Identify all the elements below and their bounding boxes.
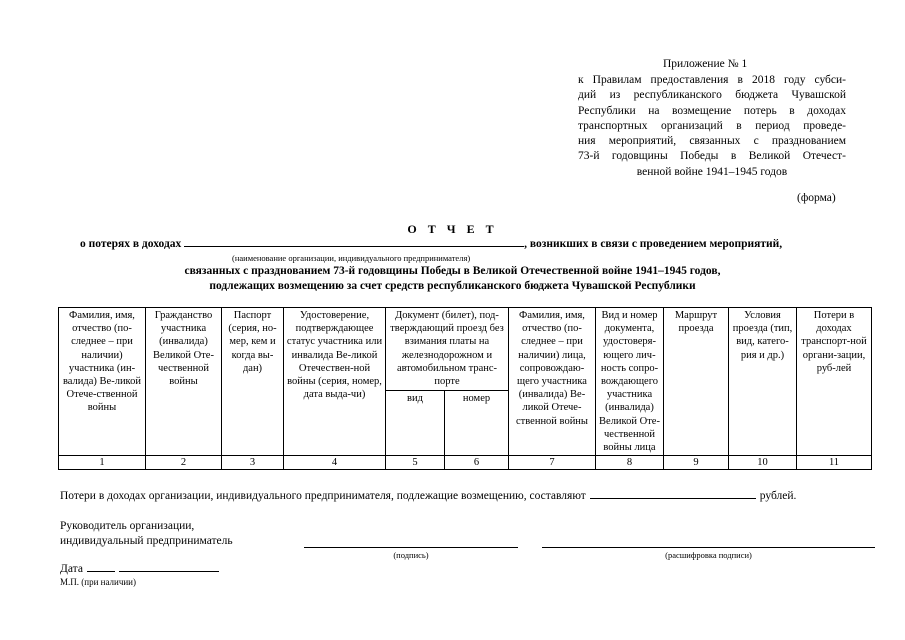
column-header: Удостоверение, подтверждающее статус участника или инвалида Ве-ликой Отечествен-ной войны (серия, номер, дата выда-чи) (284, 308, 386, 456)
column-header: Потери в доходах транспорт-ной органи-зации, руб-лей (797, 308, 872, 456)
column-number: 6 (445, 456, 509, 470)
column-number: 2 (146, 456, 222, 470)
report-line1-end: , возникших в связи с проведением мероприятий, (524, 238, 783, 250)
appendix-line: транспортных организаций в период проведе- (578, 119, 846, 132)
loss-unit: рублей. (759, 490, 797, 502)
stamp-label: М.П. (при наличии) (60, 577, 136, 587)
date-month-field[interactable] (119, 563, 219, 572)
appendix-line: Республики на возмещение потерь в доходах (578, 104, 846, 117)
appendix-line: ния мероприятий, связанных с празднованием (578, 135, 846, 148)
signature-field[interactable] (304, 547, 518, 548)
column-header: Условия проезда (тип, вид, катего-рия и др.) (729, 308, 797, 456)
head-label-line1: Руководитель организации, (60, 520, 195, 532)
report-title: О Т Ч Е Т (407, 222, 498, 236)
column-number: 11 (797, 456, 872, 470)
column-number: 4 (284, 456, 386, 470)
form-label: (форма) (797, 192, 836, 204)
organization-name-field[interactable] (184, 237, 524, 247)
column-number: 7 (509, 456, 596, 470)
column-number: 1 (59, 456, 146, 470)
report-line3: подлежащих возмещению за счет средств республиканского бюджета Чувашской Республики (209, 280, 696, 292)
report-table (58, 307, 872, 470)
report-line1 (80, 237, 782, 250)
column-header: Документ (билет), под-тверждающий проезд без взимания платы на железнодорожном и автомобильном транс-порте (386, 308, 509, 391)
column-number: 10 (729, 456, 797, 470)
appendix-line: венной войне 1941–1945 годов (636, 165, 788, 178)
column-header: Паспорт (серия, но-мер, кем и когда вы-дан) (222, 308, 284, 456)
appendix-text (578, 73, 846, 180)
column-header: Маршрут проезда (664, 308, 729, 456)
column-header: Гражданство участника (инвалида) Великой Оте-чественной войны (146, 308, 222, 456)
date-row (60, 563, 219, 575)
date-label: Дата (60, 563, 83, 575)
column-number: 8 (596, 456, 664, 470)
report-line2: связанных с празднованием 73-й годовщины Победы в Великой Отечественной войне 1941–1945 годов, (184, 265, 721, 277)
column-header: Фамилия, имя, отчество (по-следнее – при наличии) лица, сопровождаю-щего участника (инвалида) Ве-ликой Отече-ственной войны (509, 308, 596, 456)
signature-caption: (подпись) (393, 550, 429, 560)
column-header: Вид и номер документа, удостоверя-ющего лич-ность сопро-вождающего участника (инвалида) Великой Оте-чественной войны лица (596, 308, 664, 456)
loss-text: Потери в доходах организации, индивидуального предпринимателя, подлежащие возмещению, составляют (60, 490, 586, 502)
appendix-line: дий из республиканского бюджета Чувашской (578, 89, 846, 102)
column-number: 9 (664, 456, 729, 470)
report-line1-start: о потерях в доходах (80, 238, 182, 250)
appendix-title: Приложение № 1 (663, 58, 748, 70)
subcolumn-header: номер (445, 390, 509, 455)
signature-decode-caption: (расшифровка подписи) (665, 550, 752, 560)
organization-field-note: (наименование организации, индивидуального предпринимателя) (232, 253, 471, 263)
column-number: 3 (222, 456, 284, 470)
loss-summary (60, 490, 796, 502)
subcolumn-header: вид (386, 390, 445, 455)
signature-decode-field[interactable] (542, 547, 875, 548)
column-number: 5 (386, 456, 445, 470)
date-day-field[interactable] (87, 563, 115, 572)
loss-amount-field[interactable] (590, 490, 756, 499)
head-label-line2: индивидуальный предприниматель (60, 535, 233, 547)
appendix-line: к Правилам предоставления в 2018 году субси- (578, 74, 846, 86)
column-header: Фамилия, имя, отчество (по-следнее – при наличии) участника (ин-валида) Ве-ликой Отече-ственной войны (59, 308, 146, 456)
appendix-line: 73-й годовщины Победы в Великой Отечест- (578, 150, 846, 163)
